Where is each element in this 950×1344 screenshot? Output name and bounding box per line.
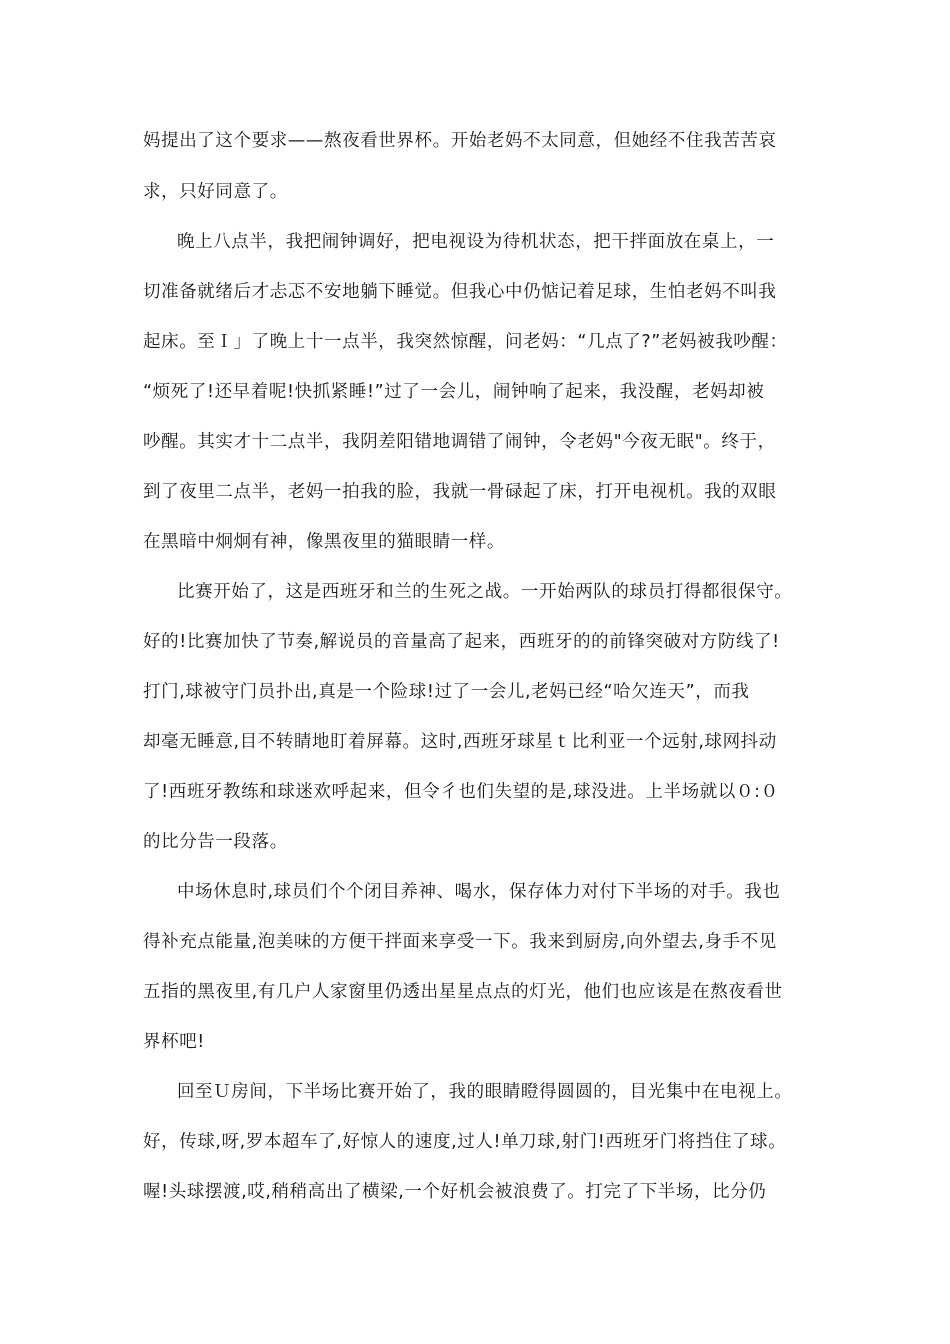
- paragraph-start-line: 比赛开始了，这是西班牙和兰的生死之战。一开始两队的球员打得都很保守。: [177, 582, 793, 602]
- text-line: 起床。至Ｉ」了晚上十一点半，我突然惊醒，问老妈：“几点了?”老妈被我吵醒：: [143, 332, 788, 352]
- text-line: 切准备就绪后才忐忑不安地躺下睡觉。但我心中仍惦记着足球，生怕老妈不叫我: [143, 282, 777, 302]
- text-line: 五指的黑夜里,有几户人家窗里仍透出星星点点的灯光，他们也应该是在熬夜看世: [143, 982, 783, 1002]
- text-line: “烦死了!还早着呢!快抓紧睡!”过了一会儿，闹钟响了起来，我没醒，老妈却被: [143, 382, 765, 402]
- paragraph-start-line: 中场休息时,球员们个个闭目养神、喝水，保存体力对付下半场的对手。我也: [177, 882, 781, 902]
- text-line: 妈提出了这个要求——熬夜看世界杯。开始老妈不太同意，但她经不住我苦苦哀: [143, 131, 777, 151]
- paragraph-start-line: 回至Ｕ房间，下半场比赛开始了，我的眼睛瞪得圆圆的，目光集中在电视上。: [177, 1082, 793, 1102]
- paragraph-start-line: 晚上八点半，我把闹钟调好，把电视设为待机状态，把干拌面放在桌上，一: [177, 232, 775, 252]
- text-line: 到了夜里二点半，老妈一拍我的脸，我就一骨碌起了床，打开电视机。我的双眼: [143, 482, 777, 502]
- text-line: 界杯吧!: [143, 1032, 205, 1052]
- text-line: 吵醒。其实才十二点半，我阴差阳错地调错了闹钟，令老妈"今夜无眠"。终于，: [143, 432, 776, 452]
- text-line: 打门,球被守门员扑出,真是一个险球!过了一会儿,老妈已经“哈欠连天”，而我: [143, 682, 750, 702]
- text-line: 喔!头球摆渡,哎,稍稍高出了横梁,一个好机会被浪费了。打完了下半场，比分仍: [143, 1182, 767, 1202]
- text-line: 了!西班牙教练和球迷欢呼起来，但令彳也们失望的是,球没进。上半场就以０:０: [143, 782, 779, 802]
- text-line: 好的!比赛加快了节奏,解说员的音量高了起来，西班牙的的前锋突破对方防线了!: [143, 632, 780, 652]
- text-line: 得补充点能量,泡美味的方便干拌面来享受一下。我来到厨房,向外望去,身手不见: [143, 932, 777, 952]
- text-line: 在黑暗中炯炯有神，像黑夜里的猫眼睛一样。: [143, 532, 505, 552]
- text-line: 求，只好同意了。: [143, 182, 288, 202]
- text-line: 的比分告一段落。: [143, 832, 288, 852]
- text-line: 却毫无睡意,目不转睛地盯着屏幕。这时,西班牙球星ｔ比利亚一个远射,球网抖动: [143, 732, 777, 752]
- text-line: 好，传球,呀,罗本超车了,好惊人的速度,过人!单刀球,射门!西班牙门将挡住了球。: [143, 1132, 787, 1152]
